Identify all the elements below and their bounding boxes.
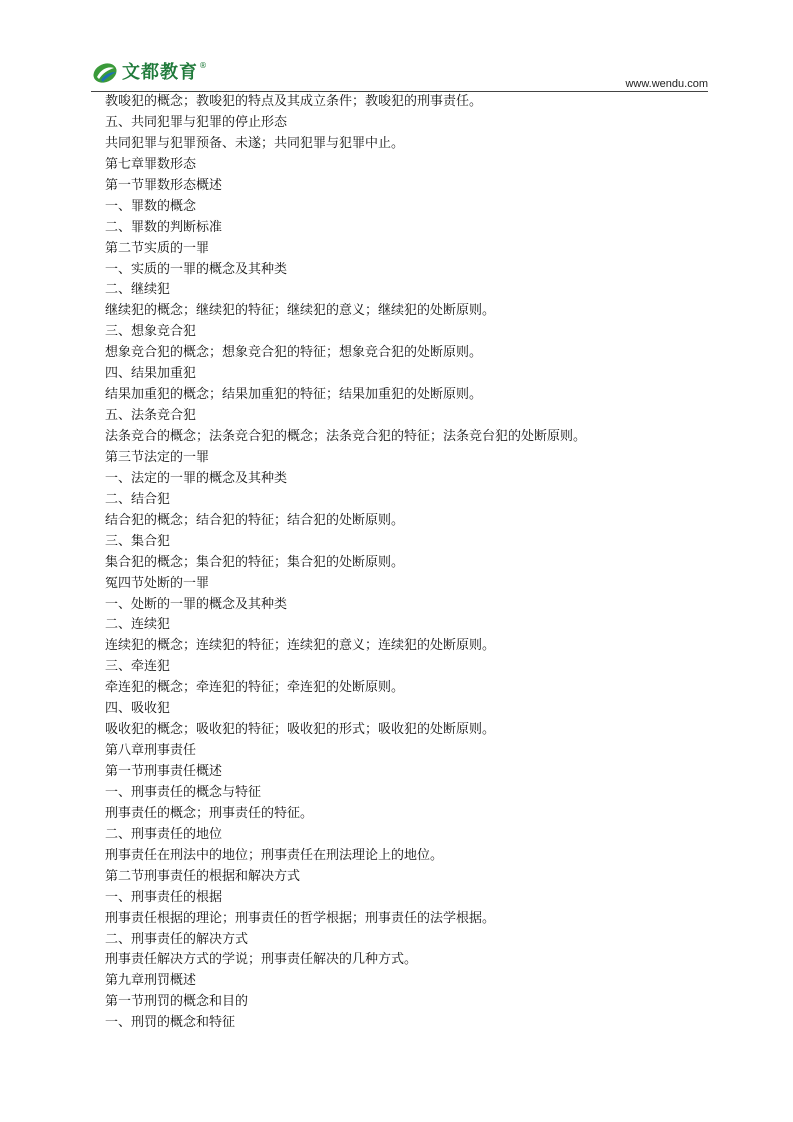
subsection-heading: 一、刑事责任的根据: [105, 889, 223, 905]
text-line: 继续犯的概念；继续犯的特征；继续犯的意义；继续犯的处断原则。: [105, 303, 496, 319]
chapter-heading: 第八章刑事责任: [105, 743, 197, 759]
text-line: 刑事责任根据的理论；刑事责任的哲学根据；刑事责任的法学根据。: [105, 910, 496, 926]
subsection-heading: 二、刑事责任的解决方式: [105, 931, 249, 947]
subsection-heading: 四、结果加重犯: [105, 366, 197, 382]
text-line: 刑事责任在刑法中的地位；刑事责任在刑法理论上的地位。: [105, 847, 444, 863]
subsection-heading: 三、集合犯: [105, 533, 171, 549]
page-header: [0, 0, 793, 94]
section-heading: 第三节法定的一罪: [105, 449, 210, 465]
subsection-heading: 四、吸收犯: [105, 701, 171, 717]
subsection-heading: 一、法定的一罪的概念及其种类: [105, 470, 288, 486]
subsection-heading: 二、结合犯: [105, 491, 171, 507]
section-heading: 五、共同犯罪与犯罪的停止形态: [105, 114, 288, 130]
section-heading: 第一节刑事责任概述: [105, 764, 223, 779]
registered-mark: ®: [199, 60, 207, 70]
text-line: 结合犯的概念；结合犯的特征；结合犯的处断原则。: [105, 512, 405, 528]
text-line: 教唆犯的概念；教唆犯的特点及其成立条件；教唆犯的刑事责任。: [105, 94, 483, 109]
subsection-heading: 二、刑事责任的地位: [105, 826, 223, 842]
document-body: [105, 92, 725, 1034]
leaf-logo-icon: [92, 60, 118, 86]
subsection-heading: 三、牵连犯: [105, 659, 171, 675]
subsection-heading: 一、实质的一罪的概念及其种类: [105, 261, 288, 277]
brand-name: 文都教育: [122, 62, 198, 83]
section-heading: 第二节刑事责任的根据和解决方式: [105, 868, 301, 884]
subsection-heading: 二、罪数的判断标准: [105, 219, 223, 235]
brand-logo: [92, 60, 207, 86]
text-line: 想象竞合犯的概念；想象竞合犯的特征；想象竞合犯的处断原则。: [105, 345, 483, 361]
section-heading: 第一节罪数形态概述: [105, 177, 223, 193]
text-line: 集合犯的概念；集合犯的特征；集合犯的处断原则。: [105, 554, 405, 570]
text-line: 刑事责任解决方式的学说；刑事责任解决的几种方式。: [105, 952, 418, 968]
chapter-heading: 第七章罪数形态: [105, 156, 197, 172]
subsection-heading: 一、刑罚的概念和特征: [105, 1015, 236, 1031]
subsection-heading: 二、连续犯: [105, 617, 171, 633]
subsection-heading: 三、想象竞合犯: [105, 324, 197, 340]
subsection-heading: 一、处断的一罪的概念及其种类: [105, 596, 288, 612]
text-line: 吸收犯的概念；吸收犯的特征；吸收犯的形式；吸收犯的处断原则。: [105, 722, 496, 738]
subsection-heading: 五、法条竞合犯: [105, 408, 197, 424]
section-heading: 第二节实质的一罪: [105, 240, 210, 256]
section-heading: 冤四节处断的一罪: [105, 575, 210, 591]
subsection-heading: 一、刑事责任的概念与特征: [105, 784, 262, 800]
subsection-heading: 二、继续犯: [105, 282, 171, 298]
text-line: 共同犯罪与犯罪预备、未遂；共同犯罪与犯罪中止。: [105, 135, 405, 151]
text-line: 结果加重犯的概念；结果加重犯的特征；结果加重犯的处断原则。: [105, 387, 483, 403]
chapter-heading: 第九章刑罚概述: [105, 973, 197, 989]
section-heading: 第一节刑罚的概念和目的: [105, 994, 249, 1010]
text-line: 刑事责任的概念；刑事责任的特征。: [105, 805, 314, 821]
subsection-heading: 一、罪数的概念: [105, 198, 197, 214]
site-url: www.wendu.com: [625, 78, 708, 90]
text-line: 法条竞合的概念；法条竞合犯的概念；法条竞合犯的特征；法条竞台犯的处断原则。: [105, 429, 587, 444]
text-line: 牵连犯的概念；牵连犯的特征；牵连犯的处断原则。: [105, 680, 405, 696]
text-line: 连续犯的概念；连续犯的特征；连续犯的意义；连续犯的处断原则。: [105, 638, 496, 654]
